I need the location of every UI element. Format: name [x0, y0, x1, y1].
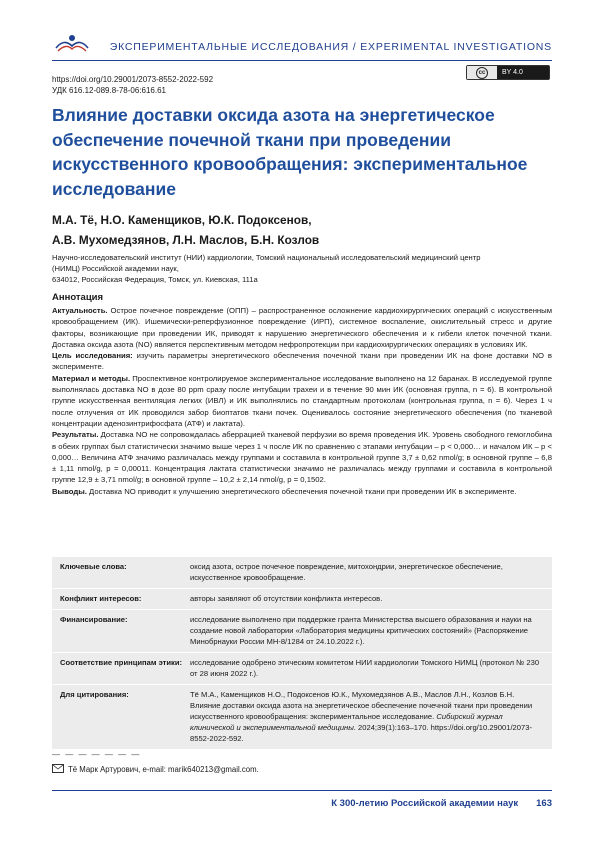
abstract-results: Результаты. Доставка NO не сопровождалась аберрацией тканевой перфузии во время проведения ИК. Уровень свободного гемоглобина в обеих группах был статистически значимо выше через 1 ч после ИК по сравнению с этапами интубации – p < 0,000… и началом ИК – p < 0,000… Величина АТФ значимо различалась между группами и составила в контрольной группе 3,7 ± 0,62 nmol/g; в основной группе – 6,8 ± 1,11 nmol/g, p = 0,00011. Концентрация лактата статистически значимо не различалась между группами и составила в контрольной группе 12,9 ± 3,71 nmol/g; в основной группе – 10,2 ± 2,14 nmol/g, p = 0,1502.: [52, 430, 552, 485]
doi-link[interactable]: https://doi.org/10.29001/2073-8552-2022-592: [52, 75, 214, 84]
abstract-body: [52, 305, 552, 497]
info-row-conflict: Конфликт интересов: авторы заявляют об отсутствии конфликта интересов.: [52, 588, 552, 609]
authors-line-2: А.В. Мухомедзянов, Л.Н. Маслов, Б.Н. Козлов: [52, 233, 320, 247]
page-footer: [331, 798, 552, 809]
journal-logo-icon: [52, 30, 92, 56]
author-list: [52, 210, 552, 250]
abstract-conclusions: Выводы. Доставка NO приводит к улучшению энергетического обеспечения почечной ткани при проведении ИК в эксперименте.: [52, 486, 517, 496]
license-version: BY 4.0: [497, 66, 549, 79]
citation-text: Тё М.А., Каменщиков Н.О., Подоксенов Ю.К., Мухомедзянов А.В., Маслов Л.Н., Козлов Б.Н. Влияние доставки оксида азота на энергетическое обеспечение почечной ткани при проведении искусственного кровообращения: экспериментальное исследование. Сибирский журнал клинической и экспериментальной медицины. 2024;39(1):163–170. https://doi.org/10.29001/2073-8552-2022-592.: [190, 690, 533, 743]
journal-section-label: ЭКСПЕРИМЕНТАЛЬНЫЕ ИССЛЕДОВАНИЯ / EXPERIMENTAL INVESTIGATIONS: [109, 41, 552, 53]
affiliation-line-1: Научно-исследовательский институт (НИИ) кардиологии, Томский национальный исследовательский медицинский центр: [52, 253, 481, 262]
info-row-keywords: Ключевые слова: оксид азота, острое почечное повреждение, митохондрии, энергетическое обеспечение, искусственное кровообращение.: [60, 562, 503, 582]
journal-header: [52, 38, 552, 60]
envelope-icon: [52, 764, 64, 773]
affiliation-line-2: (НИМЦ) Российской академии наук,: [52, 264, 179, 273]
article-title: Влияние доставки оксида азота на энергетическое обеспечение почечной ткани при проведении искусственного кровообращения: экспериментальное исследование: [52, 105, 528, 199]
correspondence-text[interactable]: Тё Марк Артурович, e-mail: marik640213@gmail.com.: [68, 765, 259, 774]
info-row-funding: Финансирование: исследование выполнено при поддержке гранта Министерства высшего образования и науки на создание новой лаборатории «Лаборатория медицины критических состояний» (Распоряжение Минобрнауки России МН-8/1284 от 24.10.2022 г.).: [52, 609, 552, 652]
article-info-table: [52, 557, 552, 749]
footnote-separator: — — — — — — —: [52, 750, 141, 759]
abstract-methods: Материал и методы. Проспективное контролируемое экспериментальное исследование выполнено на 12 баранах. В исследуемой группе выполнялась доставка NO в дозе 80 ppm сразу после интубации трахеи и в течение 90 мин ИК (основная группа, n = 6). В контрольной группе искусственная вентиляция легких (ИВЛ) и ИК выполнялись по стандартным протоколам (контрольная группа, n = 6). Через 1 ч после отлучения от ИК проводился забор биоптатов ткани почек. Оценивалось состояние энергетического обеспечения (по тканевой концентрации аденозинтрифосфата (АТФ) и лактата).: [52, 373, 552, 428]
header-divider: [52, 60, 552, 61]
cc-license-badge[interactable]: [466, 65, 550, 80]
info-row-citation: Для цитирования: Тё М.А., Каменщиков Н.О., Подоксенов Ю.К., Мухомедзянов А.В., Маслов Л.Н., Козлов Б.Н. Влияние доставки оксида азота на энергетическое обеспечение почечной ткани при проведении искусственного кровообращения: экспериментальное исследование. Сибирский журнал клинической и экспериментальной медицины. 2024;39(1):163–170. https://doi.org/10.29001/2073-8552-2022-592.: [52, 684, 552, 749]
info-row-ethics: Соответствие принципам этики: исследование одобрено этическим комитетом НИИ кардиологии Томского НИМЦ (протокол № 230 от 28 июня 2022 г.).: [52, 652, 552, 684]
authors-line-1: М.А. Тё, Н.О. Каменщиков, Ю.К. Подоксенов,: [52, 213, 312, 227]
correspondence-note: [52, 764, 259, 774]
footer-divider: [52, 790, 552, 791]
affiliation-line-3: 634012, Российская Федерация, Томск, ул. Киевская, 111а: [52, 275, 258, 284]
abstract-aim: Цель исследования: изучить параметры энергетического обеспечения почечной ткани при проведении ИК на фоне доставки NO в эксперименте.: [52, 351, 552, 372]
affiliation: [52, 252, 552, 285]
abstract-heading: Аннотация: [52, 292, 104, 303]
abstract-relevance: Актуальность. Острое почечное повреждение (ОПП) – распространенное осложнение кардиохирургических операций с искусственным кровообращением (ИК). Ишемически-реперфузионное повреждение (ИРП), системное воспаление, окислительный стресс и другие факторы, возникающие при проведении ИК, приводят к нарушению энергетического обеспечения и к гибели клеток почечной ткани. Доставка оксида азота (NO) является перспективным методом нефропротекции при кардиохирургических операциях в условиях ИК.: [52, 306, 552, 349]
page-number: 163: [536, 798, 552, 809]
udc-code: УДК 616.12-089.8-78-06:616.61: [52, 86, 166, 95]
footer-text: К 300-летию Российской академии наук: [331, 798, 519, 809]
cc-icon: cc: [467, 66, 497, 79]
